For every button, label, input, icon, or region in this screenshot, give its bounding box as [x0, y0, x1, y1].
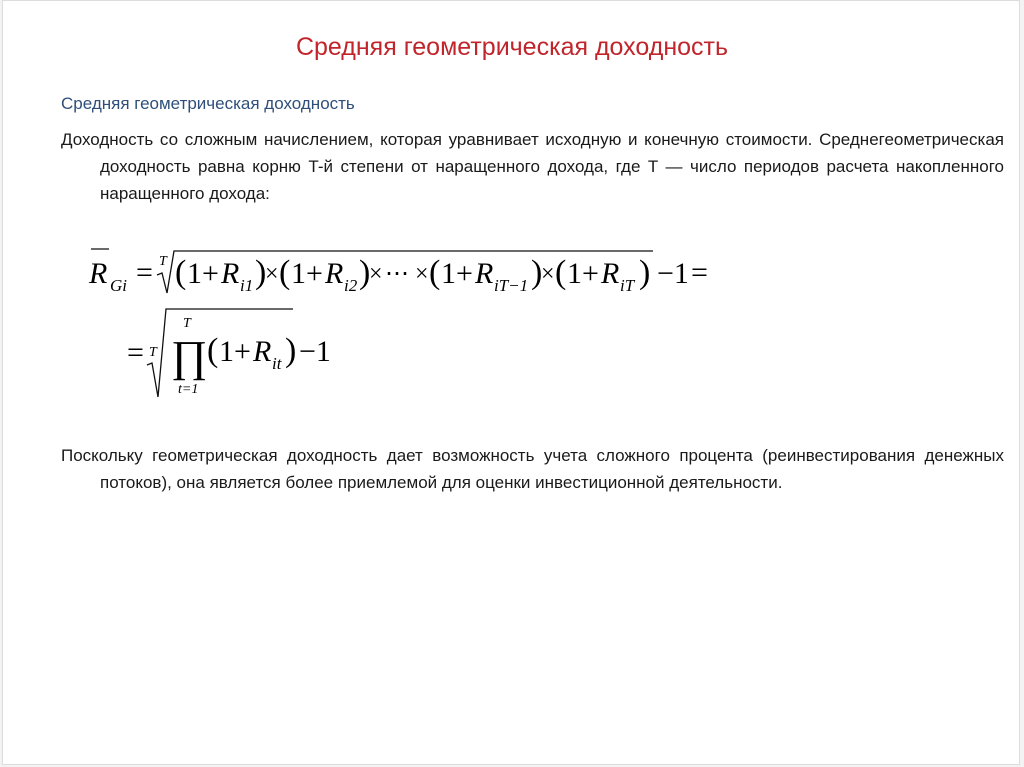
paren-close: ) [255, 254, 267, 291]
factor-2-r: R [325, 257, 344, 290]
product-lower-limit: t=1 [178, 382, 199, 397]
prod-one: 1 [219, 335, 234, 368]
factor-3-plus: + [456, 257, 473, 290]
formula-eq-trailing: = [691, 256, 708, 289]
product-upper-limit: T [183, 316, 191, 331]
paren-close: ) [531, 254, 543, 291]
factor-1-r: R [221, 257, 240, 290]
factor-2-one: 1 [291, 257, 306, 290]
factor-1-sub: i1 [240, 276, 254, 295]
paren-close: ) [285, 332, 297, 369]
factor-3-sub: iT−1 [494, 276, 529, 295]
slide-subtitle: Средняя геометрическая доходность [61, 94, 355, 113]
paren-open: ( [175, 254, 187, 291]
paragraph-definition: Доходность со сложным начислением, которая уравнивает исходную и конечную стоимости. Среднегеометрическая доходность равна корню T-й степени от наращенного дохода, где T — число периодов расчета накопленного наращенного дохода: [61, 130, 1004, 203]
paren-open: ( [279, 254, 291, 291]
times-1: × [265, 261, 279, 287]
slide [2, 0, 1020, 765]
factor-4-r: R [601, 257, 620, 290]
paragraph-conclusion: Поскольку геометрическая доходность дает возможность учета сложного процента (реинвестирования денежных потоков), она является более приемлемой для оценки инвестиционной деятельности. [61, 446, 1004, 492]
formula-line-2 [127, 309, 331, 397]
factor-1-one: 1 [187, 257, 202, 290]
paren-close: ) [639, 254, 651, 291]
paren-close: ) [359, 254, 371, 291]
factor-1-plus: + [202, 257, 219, 290]
geometric-return-formula [83, 237, 743, 407]
formula-eq-2: = [127, 336, 144, 369]
factor-4-one: 1 [567, 257, 582, 290]
factor-2-plus: + [306, 257, 323, 290]
factor-2-sub: i2 [344, 276, 358, 295]
product-symbol: ∏ [171, 332, 208, 381]
factor-4-plus: + [582, 257, 599, 290]
ellipsis: ⋯ [385, 261, 409, 287]
slide-title: Средняя геометрическая доходность [295, 33, 729, 61]
prod-plus: + [234, 335, 251, 368]
root-index-2: T [149, 345, 157, 360]
formula-lhs: R [89, 257, 108, 290]
factor-3-one: 1 [441, 257, 456, 290]
factor-4-sub: iT [620, 276, 635, 295]
times-3: × [415, 261, 429, 287]
formula-eq-1: = [136, 256, 153, 289]
minus-one-1: −1 [657, 257, 689, 290]
factor-3-r: R [475, 257, 494, 290]
minus-one-2: −1 [299, 335, 331, 368]
formula-lhs-sub: Gi [110, 276, 127, 295]
paren-open: ( [207, 332, 219, 369]
root-index-1: T [159, 254, 167, 269]
prod-r: R [253, 335, 272, 368]
paren-open: ( [429, 254, 441, 291]
times-2: × [369, 261, 383, 287]
prod-sub: it [272, 354, 282, 373]
paren-open: ( [555, 254, 567, 291]
formula-line-1 [88, 249, 708, 295]
times-4: × [541, 261, 555, 287]
